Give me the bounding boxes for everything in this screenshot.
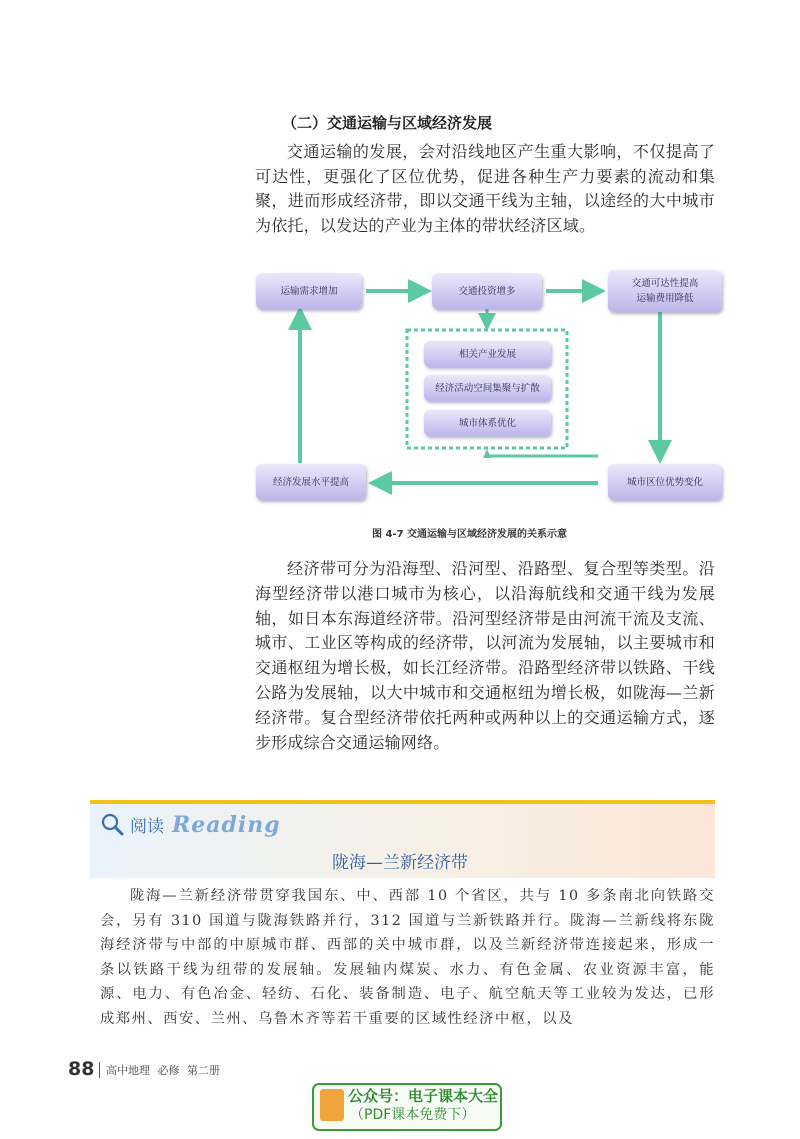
reading-label: 阅读: [130, 817, 164, 837]
accessibility-line2: 运输费用降低: [636, 293, 694, 304]
watermark-line2: （PDF课本免费下）: [350, 1107, 476, 1123]
box-location-advantage: 城市区位优势变化: [608, 464, 722, 500]
box-economic-level: 经济发展水平提高: [256, 464, 366, 500]
footer-divider: [99, 1062, 100, 1078]
arrow-location-to-inner: [487, 452, 598, 456]
diagram-arrows: [0, 0, 800, 520]
box-related-industry: 相关产业发展: [424, 341, 551, 367]
book-title: 高中地理 必修 第二册: [106, 1064, 220, 1077]
page-number: 88: [68, 1058, 95, 1080]
reading-accent-line: [90, 800, 715, 804]
economic-belt-paragraph: 经济带可分为沿海型、沿河型、沿路型、复合型等类型。沿海型经济带以港口城市为核心，以沿海航线和交通干线为发展轴，如日本东海道经济带。沿河型经济带是由河流干流及支流、城市、工业区等构成的经济带，以河流为发展轴，以主要城市和交通枢纽为增长极，如长江经济带。沿路型经济带以铁路、干线公路为发展轴，以大中城市和交通枢纽为增长极，如陇海—兰新经济带。复合型经济带依托两种或两种以上的交通运输方式，逐步形成综合交通运输网络。: [255, 559, 715, 752]
box-transport-investment: 交通投资增多: [432, 273, 542, 309]
flow-diagram: [0, 0, 800, 520]
book-icon: [320, 1089, 344, 1121]
box-accessibility: [608, 270, 722, 312]
box-transport-demand: 运输需求增加: [256, 273, 362, 309]
watermark-line1: 公众号：电子课本大全: [348, 1087, 499, 1105]
box-urban-system: 城市体系优化: [424, 410, 551, 436]
reading-body: 陇海—兰新经济带贯穿我国东、中、西部 10 个省区，共与 10 多条南北向铁路交会，另有 310 国道与陇海铁路并行，312 国道与兰新铁路并行。陇海—兰新线将东陇海经济带与中部的中原城市群、西部的关中城市群，以及兰新经济带连接起来，形成一条以铁路干线为纽带的发展轴。发展轴内煤炭、水力、有色金属、农业资源丰富，能源、电力、有色冶金、轻纺、石化、装备制造、电子、航空航天等工业较为发达，已形成郑州、西安、兰州、乌鲁木齐等若干重要的区域性经济中枢，以及: [100, 888, 715, 1027]
magnifier-icon: [100, 812, 126, 838]
accessibility-line1: 交通可达性提高: [631, 278, 699, 289]
section-heading: （二）交通运输与区域经济发展: [282, 114, 493, 132]
box-spatial-agglomeration: 经济活动空间集聚与扩散: [424, 375, 551, 401]
intro-paragraph: 交通运输的发展，会对沿线地区产生重大影响，不仅提高了可达性，更强化了区位优势，促进各种生产力要素的流动和集聚，进而形成经济带，即以交通干线为主轴，以途经的大中城市为依托，以发达的产业为主体的带状经济区域。: [255, 142, 715, 235]
reading-label-english: Reading: [172, 812, 281, 838]
figure-caption: 图 4-7 交通运输与区域经济发展的关系示意: [372, 529, 568, 540]
reading-title: 陇海—兰新经济带: [332, 853, 468, 873]
